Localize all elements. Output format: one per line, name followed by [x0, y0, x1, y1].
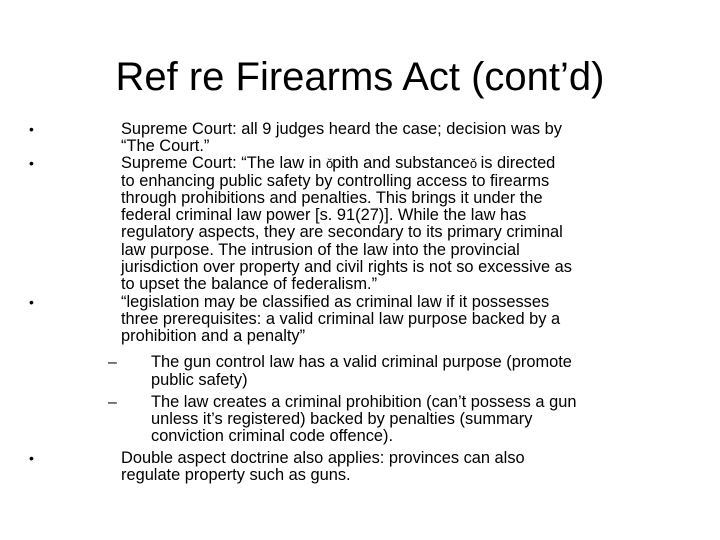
bullet-text-line: “legislation may be classified as criminal law if it possesses	[121, 293, 550, 311]
symbol-glyph: ǒ	[469, 156, 477, 171]
bullet-text-line: law purpose. The intrusion of the law into the provincial	[121, 241, 520, 259]
bullet-text-line: Supreme Court: all 9 judges heard the case; decision was by	[121, 120, 562, 138]
sub-bullet-text-line: conviction criminal code offence).	[151, 427, 394, 445]
bullet-marker: •	[29, 450, 34, 466]
slide-title: Ref re Firearms Act (cont’d)	[115, 55, 605, 99]
bullet-text-line: to enhancing public safety by controlling access to firearms	[121, 172, 550, 190]
bullet-text-line: jurisdiction over property and civil rights is not so excessive as	[121, 258, 572, 276]
quote-text: is directed	[476, 154, 556, 172]
bullet-text-line: “The Court.”	[121, 137, 210, 155]
bullet-text-line: prohibition and a penalty”	[121, 327, 306, 345]
bullet-text-line	[121, 155, 555, 172]
sub-bullet-text-line: The law creates a criminal prohibition (can’t possess a gun	[151, 393, 577, 411]
bullet-text-line: three prerequisites: a valid criminal law purpose backed by a	[121, 310, 561, 328]
bullet-text-line: to upset the balance of federalism.”	[121, 275, 378, 293]
bullet-marker: •	[29, 121, 34, 137]
bullet-text-line: regulatory aspects, they are secondary to its primary criminal	[121, 223, 563, 241]
quote-text: Supreme Court: “The law in	[121, 154, 326, 172]
bullet-text-line: federal criminal law power [s. 91(27)]. While the law has	[121, 206, 527, 224]
bullet-text-line: Double aspect doctrine also applies: provinces can also	[121, 449, 525, 467]
sub-bullet-text-line: unless it’s registered) backed by penalties (summary	[151, 410, 533, 428]
sub-bullet-marker: –	[108, 394, 117, 411]
sub-bullet-text-line: public safety)	[151, 371, 248, 389]
bullet-marker: •	[29, 155, 34, 171]
sub-bullet-text-line: The gun control law has a valid criminal purpose (promote	[151, 353, 572, 371]
quote-text: pith and substance	[332, 154, 470, 172]
bullet-text-line: through prohibitions and penalties. This brings it under the	[121, 189, 543, 207]
bullet-marker: •	[29, 294, 34, 310]
bullet-text-line: regulate property such as guns.	[121, 466, 351, 484]
symbol-glyph: ǒ	[325, 156, 333, 171]
sub-bullet-marker: –	[108, 354, 117, 371]
